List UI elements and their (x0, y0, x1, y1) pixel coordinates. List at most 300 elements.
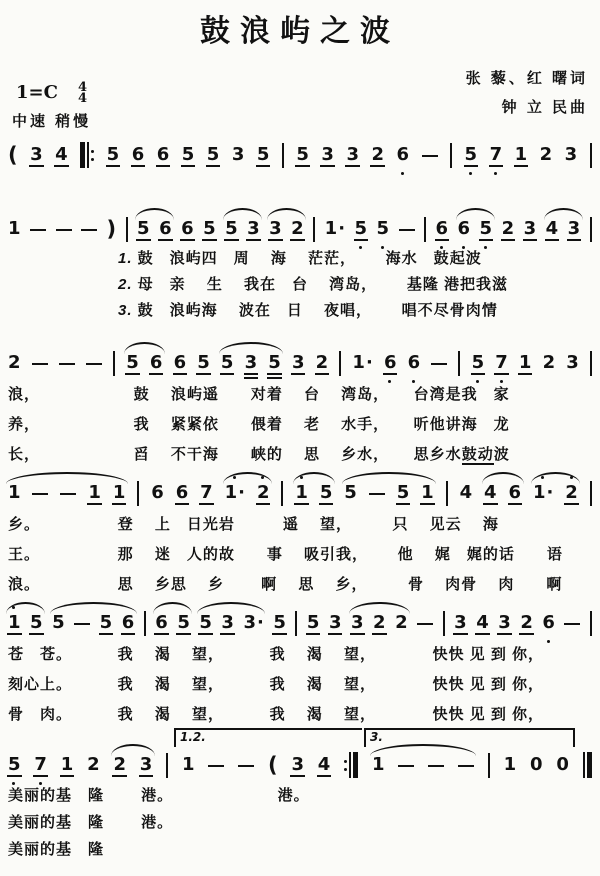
eighth-underline (295, 165, 310, 167)
note (556, 754, 569, 776)
eighth-underline (290, 239, 305, 241)
slur-arc (219, 342, 283, 354)
eighth-underline (545, 239, 560, 241)
duration-dash (56, 229, 72, 231)
note (495, 352, 508, 374)
note (472, 352, 485, 374)
notation-row (8, 476, 592, 510)
lyric-row (8, 670, 592, 700)
note-digit: 5 (268, 352, 281, 373)
note (504, 754, 517, 776)
note-digit: 5 (396, 482, 410, 503)
eighth-underline (139, 775, 154, 777)
volta-bracket (174, 728, 362, 747)
note (140, 754, 153, 776)
note-digit: 6 (156, 144, 170, 165)
note-digit: 1 (518, 352, 532, 373)
notation-row (8, 606, 592, 640)
note (176, 482, 189, 504)
lyric-text: 刻心上。 我 渴 望， 我 渴 望， 快快 见 到 你， (8, 676, 545, 693)
lyric-text: 鼓动 (461, 446, 494, 463)
note-digit: 3 (454, 612, 467, 633)
note (100, 612, 113, 634)
note (540, 144, 553, 166)
duration-dash (399, 229, 415, 231)
lyric-row (8, 836, 592, 863)
note (151, 482, 164, 504)
note-digit: 1 (224, 482, 238, 503)
note (182, 144, 195, 166)
note (355, 218, 368, 240)
eighth-underline (256, 503, 271, 505)
note-digit: 2 (565, 482, 578, 503)
low-octave-dot (381, 246, 384, 249)
note (8, 218, 21, 240)
duration-dash (32, 493, 48, 495)
eighth-underline (268, 239, 283, 241)
repeat-dots (91, 150, 94, 161)
note (533, 482, 553, 504)
note (247, 218, 260, 240)
note (159, 218, 172, 240)
slur-arc (349, 602, 410, 614)
eighth-underline (173, 373, 188, 375)
eighth-underline (518, 373, 533, 375)
note (155, 612, 168, 634)
duration-dash (208, 765, 224, 767)
eighth-underline (420, 503, 435, 505)
slur-arc (223, 472, 272, 484)
note (150, 352, 163, 374)
note (397, 482, 410, 504)
note-digit: 6 (159, 218, 172, 239)
sixteenth-underline (244, 377, 259, 379)
eighth-underline (345, 165, 360, 167)
note-digit: 2 (501, 218, 515, 239)
eighth-underline (567, 239, 582, 241)
lyricist-credit: 张 藜、红 曙词 (465, 70, 588, 87)
note (225, 482, 245, 504)
barline (590, 143, 592, 168)
note-digit: 1 (8, 612, 21, 633)
low-octave-dot (500, 380, 503, 383)
eighth-underline (256, 165, 271, 167)
lyric-text: 3. (118, 302, 133, 319)
note-digit: 3 (564, 144, 578, 165)
note-digit: 4 (317, 754, 331, 775)
lyric-text: 乡。 登 上 日光岩 遥 望， 只 见云 海 (8, 516, 499, 533)
barline-stroke (583, 752, 585, 778)
duration-dash (74, 623, 90, 625)
note-digit: 2 (315, 352, 329, 373)
note-digit: 3 (346, 144, 359, 165)
eighth-underline (370, 165, 385, 167)
eighth-underline (354, 239, 369, 241)
note-digit: 5 (8, 754, 21, 775)
lyric-text: 苍 苍。 我 渴 望， 我 渴 望， 快快 见 到 你， (8, 646, 545, 663)
note-digit: 6 (155, 612, 168, 633)
note-digit: 1 (295, 482, 308, 503)
note (565, 482, 578, 504)
note (515, 144, 528, 166)
note-digit: 6 (181, 218, 194, 239)
note-digit: 3 (291, 352, 305, 373)
note-digit: 5 (354, 218, 368, 239)
note-digit: 1 (112, 482, 126, 503)
barline-stroke (587, 752, 592, 778)
note-digit: 7 (200, 482, 213, 503)
volta-bracket (364, 728, 575, 747)
note-digit: 5 (203, 218, 216, 239)
note-digit: 1 (421, 482, 434, 503)
note (88, 482, 101, 504)
note-digit: 5 (344, 482, 357, 503)
note (55, 144, 68, 166)
note (107, 144, 120, 166)
note-digit: 4 (545, 218, 559, 239)
note (181, 218, 194, 240)
eighth-underline (180, 239, 195, 241)
eighth-underline (471, 373, 486, 375)
note (177, 612, 190, 634)
lyric-row (8, 782, 592, 809)
note-digit: 3 (566, 352, 579, 373)
barline (137, 481, 139, 506)
barline (590, 481, 592, 506)
note-digit: 1 (60, 754, 74, 775)
lyric-text: 王。 那 迷 人的故 事 吸引我， 他 娓 娓的话 语 (8, 546, 563, 563)
note (295, 482, 308, 504)
note-digit: 6 (175, 482, 189, 503)
eighth-underline (372, 633, 387, 635)
note-digit: 5 (199, 612, 212, 633)
note (8, 482, 21, 504)
note-digit: 0 (530, 754, 543, 775)
lyric-text: 美丽的基 隆 港。 (8, 814, 174, 831)
duration-dash (422, 155, 438, 157)
note (321, 144, 334, 166)
low-octave-dot (440, 246, 443, 249)
lyric-row (8, 272, 592, 298)
eighth-underline (29, 633, 44, 635)
note (30, 144, 43, 166)
slur-arc (267, 208, 306, 220)
note-digit: 1 (324, 218, 338, 239)
slur-arc (153, 602, 192, 614)
note-digit: 5 (30, 612, 43, 633)
note-digit: 5 (464, 144, 478, 165)
note-digit: 7 (34, 754, 47, 775)
repeat-dots (344, 760, 347, 771)
note-digit: 1 (371, 754, 385, 775)
barline (446, 481, 448, 506)
note-digit: 5 (99, 612, 113, 633)
augmentation-dot: · (256, 612, 264, 633)
note (207, 144, 220, 166)
eighth-underline (196, 373, 211, 375)
key-signature (16, 79, 87, 106)
note (351, 612, 364, 634)
note (325, 218, 345, 240)
note (421, 482, 434, 504)
note (200, 482, 213, 504)
note-digit: 2 (373, 612, 386, 633)
note-digit: 2 (8, 352, 21, 373)
note (519, 352, 532, 374)
note-digit: 3 (231, 144, 245, 165)
note-digit: 2 (395, 612, 408, 633)
note (132, 144, 145, 166)
note-digit: 5 (376, 218, 390, 239)
barline (424, 217, 426, 242)
system-5 (8, 606, 592, 730)
note (372, 754, 385, 776)
volta-label: 3. (370, 730, 383, 744)
slur-arc (135, 208, 174, 220)
eighth-underline (149, 373, 164, 375)
eighth-underline (125, 373, 140, 375)
note (329, 612, 342, 634)
note-digit: 5 (319, 482, 333, 503)
eighth-underline (267, 373, 282, 375)
note (8, 754, 21, 776)
low-octave-dot (469, 172, 472, 175)
time-bottom: 4 (77, 90, 87, 106)
note-digit: 6 (508, 482, 522, 503)
barline-stroke (80, 142, 85, 168)
system-1 (8, 138, 592, 172)
lyric-text: 2. (118, 276, 133, 293)
eighth-underline (154, 633, 169, 635)
note (543, 352, 556, 374)
note-digit: 5 (177, 612, 190, 633)
lyric-text: 美丽的基 隆 港。 港。 (8, 787, 310, 804)
note-digit: 0 (556, 754, 569, 775)
note (221, 612, 234, 634)
note-digit: 2 (87, 754, 100, 775)
note-digit: 5 (126, 352, 139, 373)
time-top: 4 (77, 79, 87, 95)
note-digit: 4 (55, 144, 68, 165)
note-digit: 4 (459, 482, 473, 503)
note (530, 754, 543, 776)
note-digit: 5 (225, 218, 238, 239)
note-digit: 7 (489, 144, 503, 165)
eighth-underline (220, 373, 235, 375)
low-octave-dot (401, 172, 404, 175)
note-digit: 2 (539, 144, 553, 165)
note-digit: 3 (523, 218, 537, 239)
note-digit: 3 (247, 218, 260, 239)
lyric-row (8, 246, 592, 272)
slur-arc (482, 472, 524, 484)
note (203, 218, 216, 240)
barline (443, 611, 445, 636)
note-digit: 1 (352, 352, 365, 373)
note (476, 612, 489, 634)
note (113, 482, 126, 504)
note (137, 218, 150, 240)
key-label: 1=C (16, 82, 58, 103)
eighth-underline (315, 373, 330, 375)
note-digit: 3 (30, 144, 43, 165)
note (113, 754, 126, 776)
lyric-row (8, 380, 592, 410)
eighth-underline (29, 165, 44, 167)
note (30, 612, 43, 634)
note-digit: 4 (484, 482, 497, 503)
eighth-underline (181, 165, 196, 167)
eighth-underline (206, 165, 221, 167)
eighth-underline (453, 633, 468, 635)
note-digit: 5 (306, 612, 320, 633)
note (291, 218, 304, 240)
lyric-text: 养， 我 紧紧依 偎着 老 水手， 听他讲海 龙 (8, 416, 510, 433)
duration-dash (398, 765, 414, 767)
note-digit: 6 (542, 612, 555, 633)
repeat-end-barline (344, 752, 358, 778)
lyric-row (8, 298, 592, 324)
eighth-underline (7, 775, 22, 777)
eighth-underline (317, 775, 332, 777)
note (243, 612, 263, 634)
note (377, 218, 390, 240)
note (520, 612, 533, 634)
eighth-underline (220, 633, 235, 635)
note-digit: 6 (121, 612, 135, 633)
eighth-underline (290, 775, 305, 777)
note (126, 352, 139, 374)
note-digit: 1 (532, 482, 546, 503)
lyric-text: 长， 舀 不干海 峡的 思 乡水， 思乡水 (8, 446, 462, 463)
note (34, 754, 47, 776)
low-octave-dot (462, 246, 465, 249)
barline (313, 217, 315, 242)
note-digit: 5 (220, 352, 234, 373)
note (395, 612, 408, 634)
eighth-underline (131, 165, 146, 167)
repeat-dot (91, 158, 94, 161)
duration-dash (428, 765, 444, 767)
note-digit: 3 (328, 612, 342, 633)
note-digit: 3 (291, 754, 304, 775)
slur-arc (50, 602, 137, 614)
lyric-text: 美丽的基 隆 (8, 841, 105, 858)
barline (590, 611, 592, 636)
tempo-marking: 中速 稍慢 (12, 113, 92, 130)
augmentation-dot: · (546, 482, 554, 503)
lyric-text: 骨 肉。 我 渴 望， 我 渴 望， 快快 见 到 你， (8, 706, 545, 723)
note (182, 754, 195, 776)
eighth-underline (396, 503, 411, 505)
lyric-row (8, 540, 592, 570)
slur-arc (456, 208, 495, 220)
duration-dash (60, 493, 76, 495)
lyric-text: 浪， 鼓 浪屿遥 对着 台 湾岛， 台湾是我 家 (8, 386, 510, 403)
note (408, 352, 421, 374)
note (502, 218, 515, 240)
note-digit: 7 (495, 352, 508, 373)
note-digit: 1 (503, 754, 517, 775)
note (225, 218, 238, 240)
note-digit: 2 (542, 352, 556, 373)
lyric-text: 母 亲 生 我在 台 湾岛， 基隆 港把我滋 (132, 276, 509, 293)
lyric-row (8, 410, 592, 440)
eighth-underline (564, 503, 579, 505)
eighth-underline (7, 633, 22, 635)
repeat-dot (344, 760, 347, 763)
note (480, 218, 493, 240)
note-digit: 5 (52, 612, 65, 633)
eighth-underline (489, 165, 504, 167)
eighth-underline (156, 165, 171, 167)
note (269, 218, 282, 240)
lyric-row (8, 440, 592, 470)
time-signature (77, 79, 87, 106)
eighth-underline (202, 239, 217, 241)
note (296, 144, 309, 166)
note (245, 352, 258, 374)
note-digit: 5 (197, 352, 210, 373)
note-digit: 6 (435, 218, 449, 239)
barline-stroke (87, 142, 89, 168)
barline (458, 351, 460, 376)
note-digit: 2 (371, 144, 385, 165)
parenthesis: ( (268, 753, 278, 777)
slur-arc (223, 208, 262, 220)
note-digit: 5 (471, 352, 485, 373)
note (384, 352, 397, 374)
note (460, 482, 473, 504)
augmentation-dot: · (365, 352, 373, 373)
eighth-underline (519, 633, 534, 635)
eighth-underline (306, 633, 321, 635)
note-digit: 4 (476, 612, 489, 633)
song-title: 鼓浪屿之波 (200, 15, 400, 48)
lyric-text: 鼓 浪屿海 波在 日 夜唱， 唱不尽骨肉情 (132, 302, 498, 319)
note (371, 144, 384, 166)
sixteenth-underline (267, 377, 282, 379)
low-octave-dot (412, 380, 415, 383)
system-3 (8, 346, 592, 470)
eighth-underline (272, 633, 287, 635)
system-6 (8, 726, 592, 863)
lyric-row (8, 640, 592, 670)
note-digit: 1 (88, 482, 101, 503)
slur-arc (197, 602, 265, 614)
note (318, 754, 331, 776)
note (490, 144, 503, 166)
note (352, 352, 372, 374)
slur-arc (293, 472, 335, 484)
system-4 (8, 476, 592, 600)
note (291, 754, 304, 776)
parenthesis: ) (106, 217, 117, 241)
barline (488, 753, 490, 778)
slur-arc (124, 342, 165, 354)
note (8, 612, 21, 634)
slur-arc (6, 602, 45, 614)
eighth-underline (479, 239, 494, 241)
note (484, 482, 497, 504)
note (509, 482, 522, 504)
eighth-underline (523, 239, 538, 241)
low-octave-dot (359, 246, 362, 249)
note (568, 218, 581, 240)
eighth-underline (435, 239, 450, 241)
eighth-underline (483, 503, 498, 505)
duration-dash (458, 765, 474, 767)
